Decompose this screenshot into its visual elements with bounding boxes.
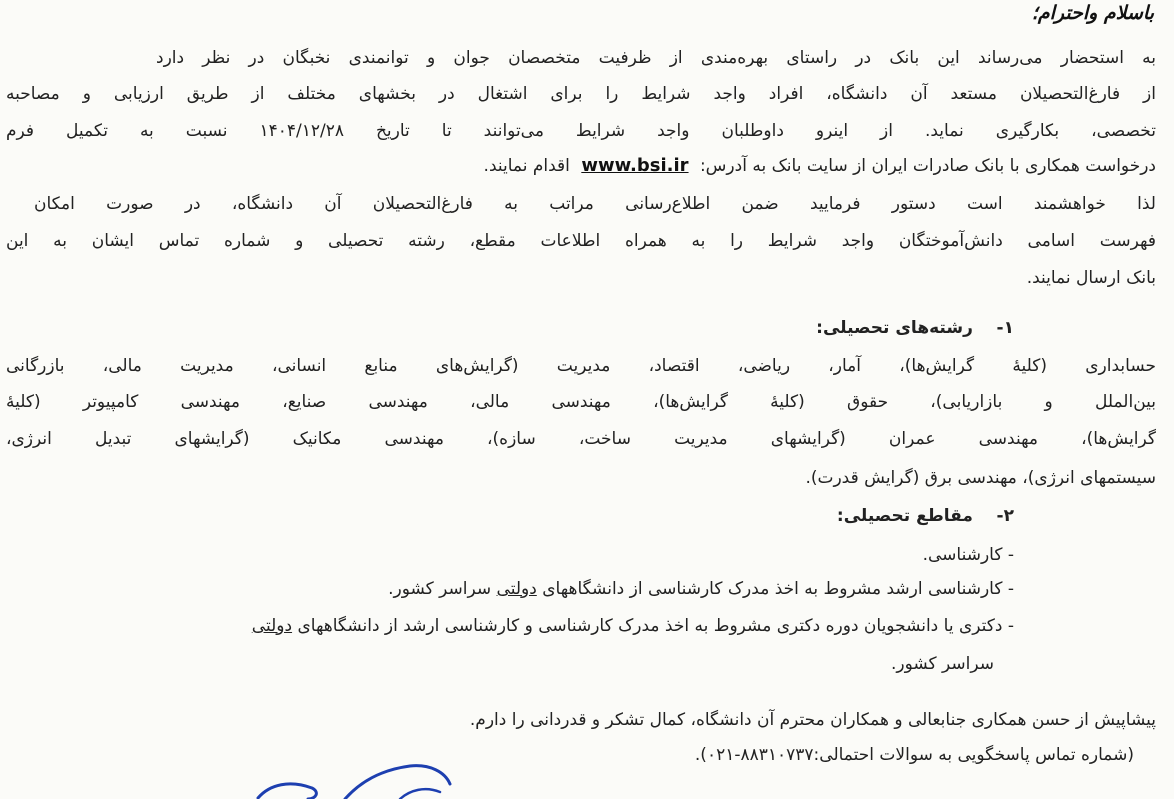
- paragraph-2-line-2: فهرست اسامی دانش‌آموختگان واجد شرایط را به همراه اطلاعات مقطع، رشته تحصیلی و شماره تماس ایشان به این: [6, 231, 1156, 251]
- degree-item-bachelor: - کارشناسی.: [922, 545, 1014, 565]
- paragraph-2-line-1: لذا خواهشمند است دستور فرمایید ضمن اطلاع‌رسانی مراتب به فارغ‌التحصیلان آن دانشگاه، در صورت امکان: [34, 194, 1156, 214]
- paragraph-1-line-4-text: درخواست همکاری با بانک صادرات ایران از سایت بانک به آدرس:: [699, 156, 1156, 176]
- degree-item-master-underlined: دولتی: [496, 579, 537, 599]
- degree-item-phd-underlined: دولتی: [251, 616, 293, 636]
- section-1-line-3: گرایش‌ها)، مهندسی عمران (گرایشهای مدیریت ساخت، سازه)، مهندسی مکانیک (گرایشهای تبدیل انرژی،: [6, 429, 1156, 449]
- degree-item-master: [388, 577, 1014, 601]
- paragraph-1-line-1: به استحضار می‌رساند این بانک در راستای بهره‌مندی از ظرفیت متخصصان جوان و توانمندی نخبگان در نظر دارد: [156, 48, 1156, 68]
- section-1-line-2: بین‌الملل و بازاریابی)، حقوق (کلیهٔ گرایش‌ها)، مهندسی مالی، مهندسی صنایع، مهندسی کامپیوتر (کلیهٔ: [6, 392, 1156, 412]
- contact-line: (شماره تماس پاسخگویی به سوالات احتمالی:۸۸۳۱۰۷۳۷-۰۲۱).: [694, 745, 1134, 765]
- section-1-line-1: حسابداری (کلیهٔ گرایش‌ها)، آمار، ریاضی، اقتصاد، مدیریت (گرایش‌های منابع انسانی، مدیریت مالی، بازرگانی: [6, 356, 1156, 376]
- section-2-title: مقاطع تحصیلی:: [836, 506, 973, 526]
- section-1-line-4: سیستمهای انرژی)، مهندسی برق (گرایش قدرت).: [805, 468, 1156, 488]
- degree-item-phd-text: - دکتری یا دانشجویان دوره دکتری مشروط به اخذ مدرک کارشناسی و کارشناسی ارشد از دانشگاههای: [297, 616, 1014, 636]
- degree-item-phd: [252, 614, 1014, 638]
- bank-website-link[interactable]: www.bsi.ir: [581, 155, 689, 176]
- closing-text: پیشاپیش از حسن همکاری جنابعالی و همکاران محترم آن دانشگاه، کمال تشکر و قدردانی را دارم.: [469, 710, 1156, 730]
- section-1-number: ۱-: [996, 318, 1014, 338]
- section-2-heading: [837, 504, 1014, 528]
- degree-item-master-text: - کارشناسی ارشد مشروط به اخذ مدرک کارشناسی از دانشگاههای: [542, 579, 1014, 599]
- paragraph-1-line-4-end: اقدام نمایند.: [483, 156, 570, 176]
- signature-mark: [250, 762, 480, 799]
- paragraph-1-line-2: از فارغ‌التحصیلان مستعد آن دانشگاه، افراد واجد شرایط را برای اشتغال در بخشهای مختلف از طریق ارزیابی و مصاحبه: [6, 84, 1156, 104]
- paragraph-2-line-3: بانک ارسال نمایند.: [1026, 268, 1156, 288]
- section-2-number: ۲-: [996, 506, 1014, 526]
- paragraph-1-line-4: [484, 154, 1156, 178]
- section-1-title: رشته‌های تحصیلی:: [816, 318, 973, 338]
- section-1-heading: [816, 316, 1014, 340]
- degree-item-master-end: سراسر کشور.: [388, 579, 492, 599]
- degree-item-phd-line-2: سراسر کشور.: [890, 654, 994, 674]
- greeting: باسلام واحترام؛: [1031, 2, 1154, 24]
- paragraph-1-line-3: تخصصی، بکارگیری نماید. از اینرو داوطلبان واجد شرایط می‌توانند تا تاریخ ۱۴۰۴/۱۲/۲۸ نسبت به تکمیل فرم: [6, 121, 1156, 141]
